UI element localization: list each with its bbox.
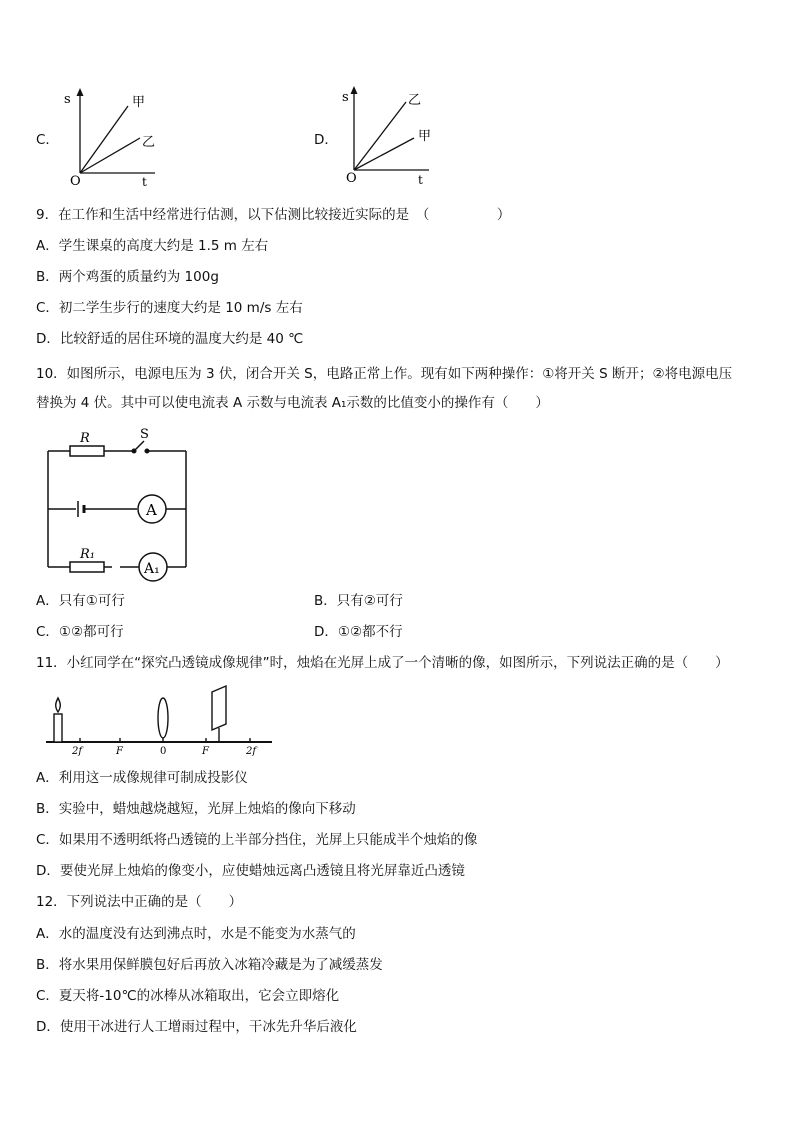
q10-circuit-diagram — [40, 425, 195, 585]
q10-option-d: D．①②都不行 — [314, 624, 403, 640]
q11-mark-origin: 0 — [160, 746, 167, 756]
q8-c-origin: O — [70, 174, 81, 188]
q11-mark-f-right: F — [202, 746, 209, 756]
q8-option-c-label: C． — [36, 132, 59, 148]
q11-option-b: B．实验中，蜡烛越烧越短，光屏上烛焰的像向下移动 — [36, 801, 356, 817]
q8-c-y-label: s — [64, 92, 71, 107]
q10-stem-line2: 替换为 4 伏。其中可以使电流表 A 示数与电流表 A₁示数的比值变小的操作有（ ） — [36, 395, 549, 411]
q9-stem: 9．在工作和生活中经常进行估测，以下估测比较接近实际的是 （ ） — [36, 207, 511, 223]
q10-ammeter-a1-label: A₁ — [144, 561, 160, 577]
q11-mark-f-left: F — [116, 746, 123, 756]
q12-option-d: D．使用干冰进行人工增雨过程中，干冰先升华后液化 — [36, 1019, 357, 1035]
q8-d-origin: O — [346, 171, 357, 186]
q11-stem: 11．小红同学在“探究凸透镜成像规律”时，烛焰在光屏上成了一个清晰的像，如图所示，下列说法正确的是（ ） — [36, 655, 729, 671]
q8-option-c-graph — [60, 88, 170, 188]
q8-option-d-label: D． — [314, 132, 338, 148]
q11-mark-2f-right: 2f — [246, 746, 257, 756]
q8-d-x-label: t — [418, 173, 423, 186]
q10-ammeter-a-label: A — [146, 501, 157, 519]
q11-option-a: A．利用这一成像规律可制成投影仪 — [36, 770, 248, 786]
q8-option-d-graph — [334, 86, 444, 186]
q12-option-c: C．夏天将-10℃的冰棒从冰箱取出，它会立即熔化 — [36, 988, 340, 1004]
q12-stem: 12．下列说法中正确的是（ ） — [36, 894, 243, 910]
q8-d-jia-label: 甲 — [418, 129, 432, 144]
q8-d-line-jia — [354, 138, 414, 170]
q10-option-a: A．只有①可行 — [36, 593, 125, 609]
q9-option-b: B．两个鸡蛋的质量约为 100g — [36, 269, 219, 285]
q10-resistor-r-label: R — [80, 431, 90, 446]
q8-c-jia-label: 甲 — [132, 95, 146, 110]
q11-option-d: D．要使光屏上烛焰的像变小，应使蜡烛远离凸透镜且将光屏靠近凸透镜 — [36, 863, 465, 879]
q10-stem-line1: 10．如图所示，电源电压为 3 伏，闭合开关 S，电路正常上作。现有如下两种操作：①将开关 S 断开；②将电源电压 — [36, 366, 733, 382]
q9-option-a: A．学生课桌的高度大约是 1.5 m 左右 — [36, 238, 269, 254]
q8-c-line-yi — [80, 138, 140, 173]
q12-option-a: A．水的温度没有达到沸点时，水是不能变为水蒸气的 — [36, 926, 356, 942]
q8-c-x-label: t — [142, 175, 147, 188]
q10-switch-s-label: S — [140, 427, 149, 442]
q8-d-line-yi — [354, 102, 406, 170]
q10-option-b: B．只有②可行 — [314, 593, 403, 609]
q10-resistor-r1-label: R₁ — [80, 547, 95, 562]
q8-c-line-jia — [80, 106, 128, 173]
q8-d-y-label: s — [342, 90, 349, 105]
q9-option-d: D．比较舒适的居住环境的温度大约是 40 ℃ — [36, 331, 304, 347]
q11-optical-bench-diagram — [40, 684, 280, 756]
q10-option-c: C．①②都可行 — [36, 624, 124, 640]
q12-option-b: B．将水果用保鲜膜包好后再放入冰箱冷藏是为了减缓蒸发 — [36, 957, 383, 973]
q11-option-c: C．如果用不透明纸将凸透镜的上半部分挡住，光屏上只能成半个烛焰的像 — [36, 832, 478, 848]
q9-option-c: C．初二学生步行的速度大约是 10 m/s 左右 — [36, 300, 303, 316]
q11-mark-2f-left: 2f — [72, 746, 83, 756]
q8-c-yi-label: 乙 — [142, 135, 156, 150]
q8-d-yi-label: 乙 — [408, 93, 422, 108]
